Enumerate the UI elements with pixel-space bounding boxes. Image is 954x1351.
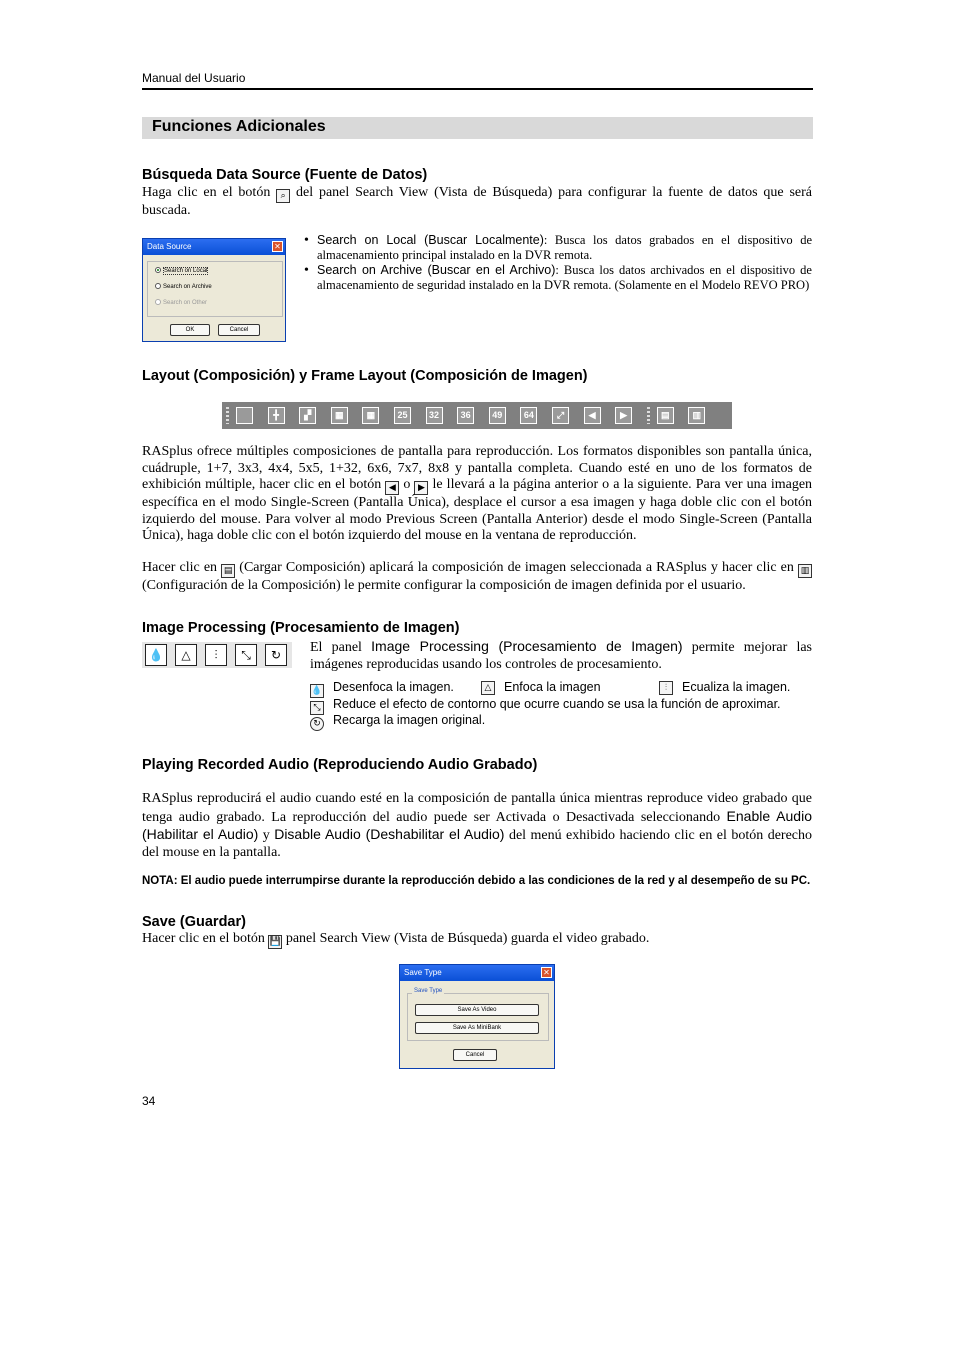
bullet-search-local: • Search on Local (Buscar Localmente): Busca los datos grabados en el dispositivo de almacenamiento principal instalado en la DVR remota. <box>304 233 812 262</box>
layout-49-icon[interactable]: 49 <box>489 407 506 424</box>
equalize-icon: ⫶ <box>659 681 673 695</box>
save-type-dialog <box>399 964 555 1069</box>
layout-toolbar <box>222 402 732 429</box>
layout-heading: Layout (Composición) y Frame Layout (Composición de Imagen) <box>142 368 588 384</box>
sharpen-icon: △ <box>481 681 495 695</box>
save-text: Hacer clic en el botón 💾 panel Search View (Vista de Búsqueda) guarda el video grabado. <box>142 931 650 947</box>
sharpen-icon[interactable]: △ <box>175 644 197 666</box>
layout-paragraph-1: RASplus ofrece múltiples composiciones de pantalla para reproducción. Los formatos disponibles son pantalla única, cuádruple, 1+7, 3x3, 4x4, 5x5, 1+32, 6x6, 7x7, 8x8 y pantalla completa. Cuando esté en uno de los formatos de exhibición múltiple, hacer clic en el botón ◀ o ▶ le llevará a la página anterior o a la siguiente. Para ver una imagen específica en el modo Single-Screen (Pantalla Única), desplace el cursor a esa imagen y haga doble clic con el botón izquierdo del mouse. Para volver al modo Previous Screen (Pantalla Anterior) desde el modo Single-Screen (Pantalla Única), haga doble clic con el botón izquierdo del mouse en la ventana de reproducción. <box>142 444 813 544</box>
page-number: 34 <box>142 1094 156 1108</box>
imageproc-intro: El panel Image Processing (Procesamiento de Imagen) permite mejorar las imágenes reproducidas usando los controles de procesamiento. <box>310 638 812 672</box>
layout-setup-icon: ▥ <box>798 564 812 578</box>
dialog-titlebar <box>400 965 554 981</box>
audio-heading: Playing Recorded Audio (Reproduciendo Audio Grabado) <box>142 757 538 773</box>
layout-36-icon[interactable]: 36 <box>457 407 474 424</box>
blur-icon[interactable]: 💧 <box>145 644 167 666</box>
layout-64-icon[interactable]: 64 <box>520 407 537 424</box>
dialog-titlebar <box>143 239 285 255</box>
bullet-icon: • <box>304 233 309 248</box>
audio-paragraph: RASplus reproducirá el audio cuando esté en la composición de pantalla única mientras reproduce video grabado que tenga audio grabado. La reproducción del audio puede ser Activada o Desactivada seleccionando Enable Audio (Habilitar el Audio) y Disable Audio (Deshabilitar el Audio) del menú exhibido haciendo clic en el botón derecho del mouse en la pantalla. <box>142 791 813 860</box>
reload-icon: ↻ <box>310 717 324 731</box>
legend-row: ↻ Recarga la imagen original. <box>310 713 830 729</box>
data-source-dialog <box>142 238 286 342</box>
next-page-icon: ▶ <box>414 481 428 495</box>
single-screen-icon[interactable] <box>236 407 253 424</box>
legend-row: 💧 Desenfoca la imagen. △ Enfoca la imagen ⫶ Ecualiza la imagen. <box>311 680 791 696</box>
cancel-button[interactable]: Cancel <box>453 1049 497 1061</box>
close-icon[interactable]: ✕ <box>272 241 283 252</box>
running-header: Manual del Usuario <box>142 71 246 85</box>
imageproc-heading: Image Processing (Procesamiento de Imagen) <box>142 620 460 636</box>
datasource-intro: Haga clic en el botón ⌕ del panel Search View (Vista de Búsqueda) para configurar la fuente de datos que será buscada. <box>142 185 813 218</box>
legend-row: ⤡ Reduce el efecto de contorno que ocurre cuando se usa la función de aproximar. <box>310 697 830 713</box>
previous-page-icon[interactable]: ◀ <box>584 407 601 424</box>
interpolate-icon[interactable]: ⤡ <box>235 644 257 666</box>
next-page-icon[interactable]: ▶ <box>615 407 632 424</box>
dialog-title: Save Type <box>404 968 442 977</box>
datasource-bullets <box>304 233 812 293</box>
save-icon: 💾 <box>269 937 281 947</box>
dialog-title: Data Source <box>147 242 192 251</box>
datasource-heading: Búsqueda Data Source (Fuente de Datos) <box>142 167 428 183</box>
group-label: Save Type <box>414 988 443 994</box>
header-rule <box>142 88 813 90</box>
image-processing-panel <box>142 642 292 668</box>
layout-setup-icon[interactable]: ▥ <box>688 407 705 424</box>
bullet-icon: • <box>304 263 309 278</box>
radio-search-local[interactable]: Search on Local <box>155 267 208 274</box>
data-source-icon: ⌕ <box>276 189 290 203</box>
save-as-video-button[interactable]: Save As Video <box>415 1004 539 1016</box>
layout-paragraph-2: Hacer clic en ▤ (Cargar Composición) aplicará la composición de imagen seleccionada a RASplus y hacer clic en ▥ (Configuración de la Composición) le permite configurar la composición de imagen definida por el usuario. <box>142 560 812 595</box>
layout-32-icon[interactable]: 32 <box>426 407 443 424</box>
section-title: Funciones Adicionales <box>152 118 326 135</box>
bullet-search-archive: • Search on Archive (Buscar en el Archivo): Busca los datos archivados en el dispositivo de almacenamiento de seguridad instalado en la DVR remota. (Solamente en el Modelo REVO PRO) <box>304 263 812 292</box>
layout-4x4-icon[interactable]: ▦ <box>362 407 379 424</box>
load-layout-icon: ▤ <box>221 564 235 578</box>
load-layout-icon[interactable]: ▤ <box>657 407 674 424</box>
ok-button[interactable]: OK <box>170 324 210 336</box>
previous-page-icon: ◀ <box>385 481 399 495</box>
layout-1plus7-icon[interactable]: ▞ <box>299 407 316 424</box>
full-screen-icon[interactable]: ⤢ <box>552 407 569 424</box>
toolbar-grip <box>647 407 650 424</box>
toolbar-grip <box>226 407 229 424</box>
cancel-button[interactable]: Cancel <box>218 324 260 336</box>
equalize-icon[interactable]: ⫶ <box>205 644 227 666</box>
save-heading: Save (Guardar) <box>142 914 246 930</box>
layout-25-icon[interactable]: 25 <box>394 407 411 424</box>
close-icon[interactable]: ✕ <box>541 967 552 978</box>
quad-screen-icon[interactable]: ╋ <box>268 407 285 424</box>
interpolate-icon: ⤡ <box>310 701 324 715</box>
imageproc-legend <box>310 680 830 729</box>
layout-3x3-icon[interactable]: ▦ <box>331 407 348 424</box>
blur-icon: 💧 <box>311 686 323 696</box>
audio-note: NOTA: El audio puede interrumpirse durante la reproducción debido a las condiciones de la red y al desempeño de su PC. <box>142 875 811 887</box>
reload-icon[interactable]: ↻ <box>265 644 287 666</box>
radio-search-other[interactable]: Search on Other <box>155 299 207 306</box>
radio-search-archive[interactable]: Search on Archive <box>155 283 212 290</box>
save-as-minibank-button[interactable]: Save As MiniBank <box>415 1022 539 1034</box>
